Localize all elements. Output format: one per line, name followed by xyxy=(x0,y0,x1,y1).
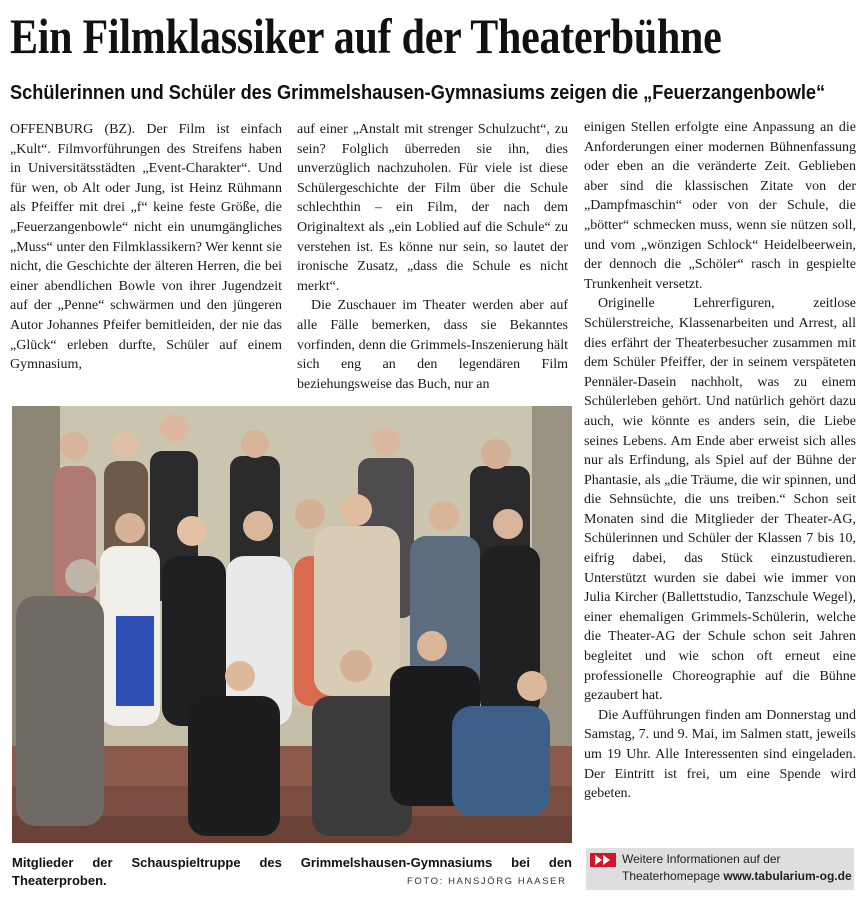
paragraph xyxy=(10,120,282,375)
photo-credit: FOTO: HANSJÖRG HAASER xyxy=(407,876,567,887)
paragraph: einigen Stellen erfolgte eine Anpassung an die Anforderungen einer modernen Bühnenfassung oder eben an die veränderte Zeit. Geblieben aber sind die klassischen Zitate von der „Dampfmaschin“ oder von der Schule, die „bötter“ schmecken muss, wenn sie nützen soll, und vom „wönzigen Schlock“ Heidelbeerwein, der dennoch die „Schöler“ rasch in gespielte Trunkenheit versetzt. xyxy=(584,120,856,292)
subheadline: Schülerinnen und Schüler des Grimmelshausen-Gymnasiums zeigen die „Feuerzangenbowle“ xyxy=(10,82,826,104)
photo-caption: Mitglieder der Schauspieltruppe des Grimmelshausen-Gymnasiums bei den Theaterproben. xyxy=(12,855,572,888)
article-column-3 xyxy=(584,118,856,804)
article-column-1 xyxy=(10,120,282,375)
paragraph-text: Der Film ist einfach „Kult“. Filmvorführungen des Streifens haben in Universitätsstädten „Event-Charakter“. Und für wen, ob Alt oder Jung, ist Heinz Rühmann als Pfeiffer mit drei „f“ keine feste Größe, die „Feuerzangenbowle“ nicht ein unumgängliches „Muss“ unter den Filmklassikern? Wer kennt sie nicht, die Geschichte der älteren Herren, die bei einer abendlichen Bowle von ihrer Jugendzeit auf der „Penne“ schwärmen und den jüngeren Autor Johannes Pfeifer bemitleiden, der nie das „Glück“ erleben durfte, Schüler auf einem Gymnasium, xyxy=(10,122,282,373)
group-photo xyxy=(12,406,572,843)
info-label: Weitere Informationen auf der Theaterhomepage xyxy=(622,852,781,883)
double-arrow-right-icon xyxy=(590,853,616,867)
photo-illustration xyxy=(12,406,572,843)
paragraph: Die Aufführungen finden am Donnerstag und Samstag, 7. und 9. Mai, im Salmen statt, jeweils um 19 Uhr. Alle Interessenten sind eingeladen. Der Eintritt ist frei, um eine Spende wird gebeten. xyxy=(584,707,856,802)
paragraph: auf einer „Anstalt mit strenger Schulzucht“, zu sein? Folglich überreden sie ihn, dies unverzüglich nachzuholen. Für viele ist diese Schülergeschichte der Film über die Schule schlechthin – ein Film, der nach dem Originaltext als „ein Loblied auf die Schule“ zu verstehen ist. Es könne nur sein, so lautet der ironische Zusatz, „dass die Schule es nicht merkt“. xyxy=(297,122,568,294)
dateline: OFFENBURG (BZ). xyxy=(10,122,136,137)
headline: Ein Filmklassiker auf der Theaterbühne xyxy=(10,8,722,64)
article-column-2 xyxy=(297,120,568,394)
info-box[interactable] xyxy=(586,848,854,890)
info-text xyxy=(622,851,852,885)
paragraph: Die Zuschauer im Theater werden aber auf alle Fälle bemerken, dass sie Bekanntes vorfinden, denn die Grimmels-Inszenierung hält sich eng an den legendären Film beziehungsweise das Buch, nur an xyxy=(297,298,568,392)
website-link[interactable]: www.tabularium-og.de xyxy=(723,869,852,883)
paragraph: Originelle Lehrerfiguren, zeitlose Schülerstreiche, Klassenarbeiten und Arrest, all dies erfährt der Theaterbesucher zusammen mit dem Schüler Pfeiffer, der in seinem verspäteten Pennäler-Dasein nachholt, was zu einem Schülerleben gehört. Und natürlich gehört dazu auch, wie könnte es anders sein, die Liebe seines Lebens. Am Ende aber erweist sich alles nur als Erfindung, als Spiel auf der Bühne der Phantasie, als „die Träume, die wir spinnen, und die Sehnsüchte, die uns treiben.“ Schon seit Monaten sind die Mitglieder der Theater-AG, Schülerinnen und Schüler der Klassen 7 bis 10, eifrig dabei, das Stück einzustudieren. Unterstützt wurden sie dabei wie immer von Julia Kircher (Ballettstudio, Tanzschule Wegel), einer ehemaligen Grimmels-Schülerin, welche die Theater-AG der Schule schon seit Jahren begleitet und wie schon oft erneut eine professionelle Choreographie auf die Bühne gezaubert hat. xyxy=(584,296,856,704)
